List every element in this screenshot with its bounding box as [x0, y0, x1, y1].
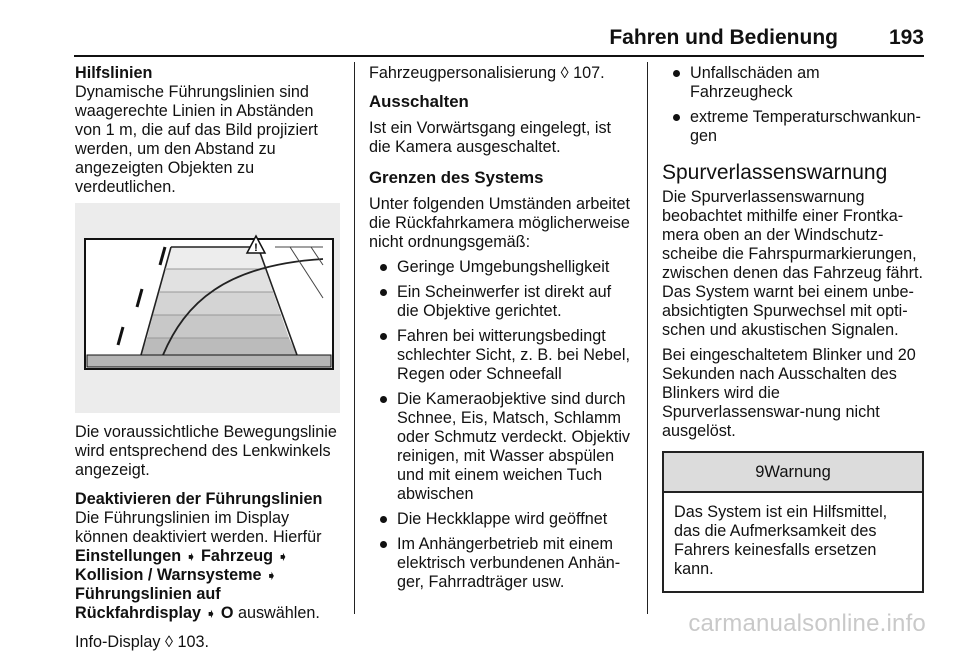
svg-text:!: ! [254, 242, 258, 254]
auswaehlen-text: auswählen. [237, 604, 320, 622]
hilfslinien-heading: Hilfslinien [75, 64, 153, 82]
column-divider-1 [354, 62, 355, 614]
warning-text: Das System ist ein Hilfsmittel, das die Aufmerksamkeit des Fahrers keinesfalls ersetzen kann. [674, 503, 888, 578]
ref-page: 107. [573, 64, 605, 82]
warning-triangle-icon: 9 [755, 463, 765, 481]
list-item: Unfallschäden am Fahrzeugheck [662, 64, 926, 102]
arrow-icon: ➧ [277, 549, 289, 564]
personalisierung-reference [369, 64, 637, 83]
grenzen-heading: Grenzen des Systems [369, 168, 544, 187]
list-item: Die Kameraobjektive sind durch Schnee, Eis, Matsch, Schlamm oder Schmutz verdeckt. Objektiv reinigen, mit Wasser abspülen und mit einem weichen Tuch abwischen [369, 390, 637, 504]
column-3 [662, 64, 926, 593]
warning-box [662, 451, 924, 593]
figure-caption: Die voraussichtliche Bewegungslinie wird entsprechend des Lenkwinkels angezeigt. [75, 423, 337, 479]
list-item: Geringe Umgebungshelligkeit [369, 258, 637, 277]
ref-label: Info-Display [75, 633, 161, 651]
rear-camera-guidelines-figure [75, 203, 340, 413]
grenzen-list [369, 258, 637, 592]
spurverlassenswarnung-text-1: Die Spurverlassenswarnung beobachtet mithilfe einer Frontka-mera oben an der Windschutz-scheibe die Fahrspurmarkierungen, zwischen denen das Fahrzeug fährt. Das System warnt bei einem unbe-absichtigten Spurwechsel mit opti-schen und akustischen Signalen. [662, 188, 923, 339]
toggle-icon: O [220, 604, 234, 622]
page-number: 193 [888, 26, 924, 49]
deaktivieren-text [75, 509, 343, 623]
spurverlassenswarnung-text-2: Bei eingeschaltetem Blinker und 20 Sekunden nach Ausschalten des Blinkers wird die Spurverlassenswar-nung nicht ausgelöst. [662, 346, 916, 440]
deaktivieren-heading: Deaktivieren der Führungslinien [75, 490, 323, 508]
arrow-icon: ➧ [185, 549, 197, 564]
menu-fahrzeug: Fahrzeug [201, 547, 273, 565]
list-item: extreme Temperaturschwankun-gen [662, 108, 926, 146]
watermark: carmanualsonline.info [688, 610, 926, 637]
arrow-icon: ➧ [266, 568, 277, 583]
list-item: Ein Scheinwerfer ist direkt auf die Objektive gerichtet. [369, 283, 637, 321]
reference-icon: ◊ [560, 64, 569, 82]
header-rule [74, 55, 924, 57]
ausschalten-heading: Ausschalten [369, 92, 469, 111]
menu-kollision: Kollision / Warnsysteme [75, 566, 262, 584]
ausschalten-text: Ist ein Vorwärtsgang eingelegt, ist die Kamera ausgeschaltet. [369, 119, 612, 156]
deaktivieren-intro: Die Führungslinien im Display können deaktiviert werden. Hierfür [75, 509, 322, 546]
hilfslinien-text: Dynamische Führungslinien sind waagerechte Linien in Abständen von 1 m, die auf das Bild projiziert werden, um den Abstand zu angezeigten Objekten zu verdeutlichen. [75, 83, 318, 196]
grenzen-list-continued [662, 64, 926, 146]
page-header-title: Fahren und Bedienung [609, 26, 838, 49]
menu-einstellungen: Einstellungen [75, 547, 182, 565]
column-divider-2 [647, 62, 648, 614]
ref-page: 103. [177, 633, 209, 651]
spurverlassenswarnung-heading: Spurverlassenswarnung [662, 161, 888, 184]
column-1 [75, 64, 343, 652]
info-display-reference [75, 633, 343, 652]
arrow-icon: ➧ [205, 606, 217, 621]
grenzen-text: Unter folgenden Umständen arbeitet die Rückfahrkamera möglicherweise nicht ordnungsgemäß: [369, 195, 630, 251]
list-item: Im Anhängerbetrieb mit einem elektrisch verbundenen Anhän-ger, Fahrradträger usw. [369, 535, 637, 592]
reference-icon: ◊ [164, 633, 173, 651]
menu-fuehrungslinien: Führungslinien auf Rückfahrdisplay [75, 585, 221, 622]
list-item: Fahren bei witterungsbedingt schlechter Sicht, z. B. bei Nebel, Regen oder Schneefall [369, 327, 637, 384]
warning-header [664, 453, 922, 493]
warning-title: Warnung [764, 463, 831, 481]
column-2 [369, 64, 637, 592]
ref-label: Fahrzeugpersonalisierung [369, 64, 557, 82]
list-item: Die Heckklappe wird geöffnet [369, 510, 637, 529]
